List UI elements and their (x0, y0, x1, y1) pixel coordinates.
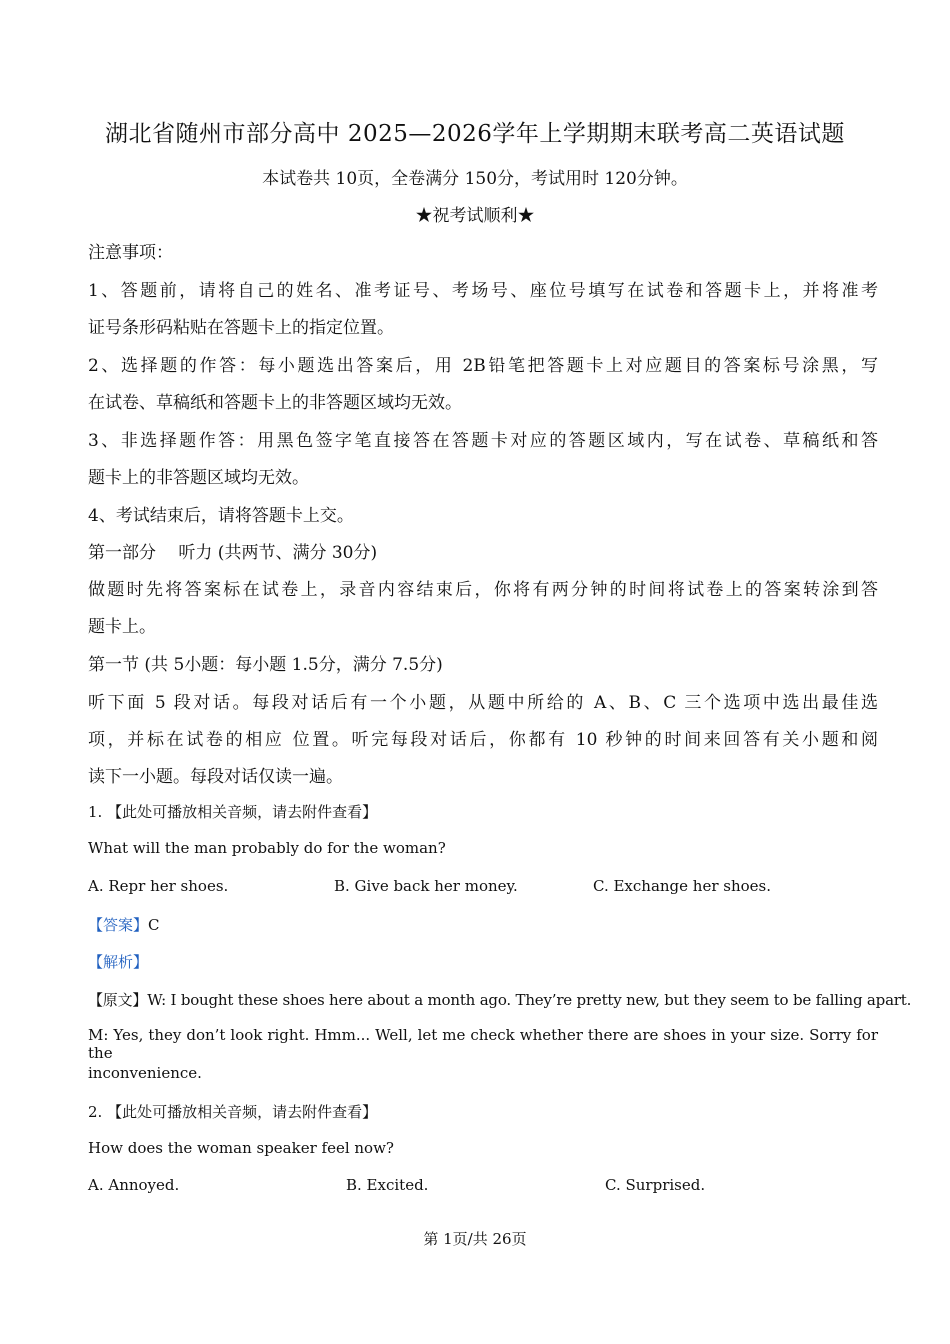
q1-transcript-line: 【原文】W: I bought these shoes here about a month ago. They’re pretty new, but they seem to be falling apart. (88, 991, 912, 1009)
notice-line: 3、非选择题作答：用黑色签字笔直接答在答题卡对应的答题区域内，写在试卷、草稿纸和答 (88, 431, 878, 451)
notice-line: 1、答题前，请将自己的姓名、准考证号、考场号、座位号填写在试卷和答题卡上，并将准考 (88, 281, 878, 301)
part1-desc: 题卡上。 (88, 617, 156, 637)
q1-transcript-line: M: Yes, they don’t look right. Hmm... Well, let me check whether there are shoes in your size. Sorry for the (88, 1026, 878, 1062)
notice-line: 题卡上的非答题区域均无效。 (88, 468, 309, 488)
analysis-label: 【解析】 (88, 953, 149, 971)
q2-option-b: B. Excited. (346, 1176, 429, 1194)
part1-heading: 第一部分 听力 (共两节、满分 30分) (88, 543, 378, 563)
page-title: 湖北省随州市部分高中 2025—2026学年上学期期末联考高二英语试题 (105, 121, 845, 147)
exam-info: 本试卷共 10页，全卷满分 150分，考试用时 120分钟。 (262, 169, 688, 189)
section1-desc: 项，并标在试卷的相应 位置。听完每段对话后，你都有 10 秒钟的时间来回答有关小题和阅 (88, 730, 878, 750)
answer-value: C (148, 916, 160, 934)
q1-transcript-line: inconvenience. (88, 1064, 202, 1082)
q1-option-c: C. Exchange her shoes. (593, 877, 772, 895)
q1-audio-placeholder[interactable]: 1. 【此处可播放相关音频，请去附件查看】 (88, 803, 378, 821)
q2-audio-placeholder[interactable]: 2. 【此处可播放相关音频，请去附件查看】 (88, 1103, 378, 1121)
q1-question: What will the man probably do for the woman? (88, 839, 446, 857)
notice-heading: 注意事项： (88, 243, 173, 263)
q2-option-c: C. Surprised. (605, 1176, 706, 1194)
q2-question: How does the woman speaker feel now? (88, 1139, 394, 1157)
section1-desc: 读下一小题。每段对话仅读一遍。 (88, 767, 343, 787)
notice-line: 2、选择题的作答：每小题选出答案后，用 2B铅笔把答题卡上对应题目的答案标号涂黑，写 (88, 356, 878, 376)
notice-line: 在试卷、草稿纸和答题卡上的非答题区域均无效。 (88, 393, 462, 413)
q1-option-a: A. Repr her shoes. (88, 877, 229, 895)
q1-option-b: B. Give back her money. (334, 877, 518, 895)
answer-label: 【答案】 (88, 916, 149, 934)
q1-answer-row (88, 914, 878, 935)
part1-desc: 做题时先将答案标在试卷上，录音内容结束后，你将有两分钟的时间将试卷上的答案转涂到答 (88, 580, 878, 600)
section1-heading: 第一节 (共 5小题：每小题 1.5分，满分 7.5分) (88, 655, 443, 675)
notice-line: 证号条形码粘贴在答题卡上的指定位置。 (88, 318, 394, 338)
section1-desc: 听下面 5 段对话。每段对话后有一个小题，从题中所给的 A、B、C 三个选项中选出最佳选 (88, 693, 878, 713)
wish-line: ★祝考试顺利★ (415, 206, 535, 226)
q2-option-a: A. Annoyed. (88, 1176, 180, 1194)
notice-line: 4、考试结束后，请将答题卡上交。 (88, 506, 354, 526)
page-footer: 第 1页/共 26页 (423, 1230, 527, 1248)
